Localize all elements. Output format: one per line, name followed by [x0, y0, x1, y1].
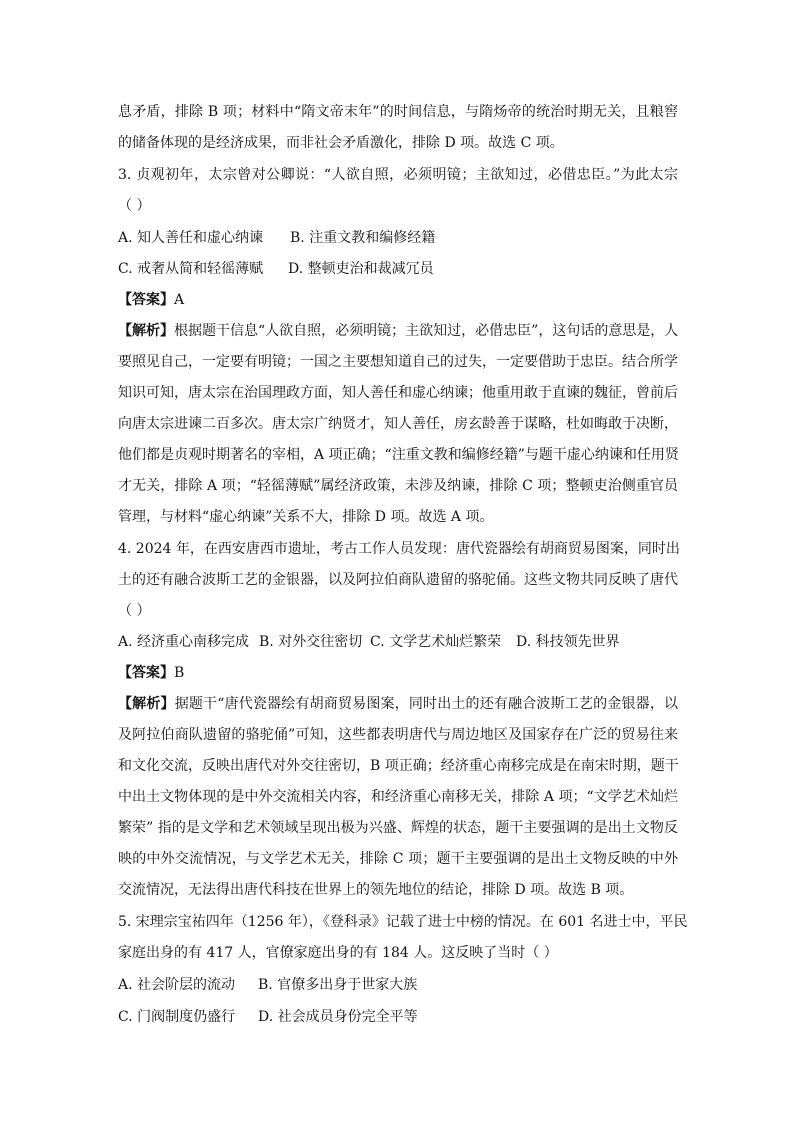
analysis-label: 【解析】: [118, 323, 174, 339]
option-d: D. 整顿吏治和裁减冗员: [288, 261, 434, 277]
option-c: C. 文学艺术灿烂繁荣: [370, 634, 502, 650]
answer-value: B: [174, 665, 185, 681]
question-5-stem: 家庭出身的有 417 人，官僚家庭出身的有 184 人。这反映了当时（ ）: [118, 945, 558, 961]
analysis-line: 和文化交流，反映出唐代对外交往密切，B 项正确；经济重心南移完成是在南宋时期，题干: [118, 758, 679, 774]
question-3-analysis: [118, 320, 678, 342]
option-a: A. 知人善任和虚心纳谏: [118, 230, 264, 246]
option-b: B. 对外交往密切: [259, 634, 363, 650]
question-3-options-row-1: [118, 227, 435, 249]
question-4-blank: （ ）: [118, 603, 151, 619]
analysis-line: 要照见自己，一定要有明镜；一国之主要想知道自己的过失，一定要借助于忠臣。结合所学: [118, 354, 678, 370]
option-b: B. 注重文教和编修经籍: [290, 230, 436, 246]
analysis-line: 向唐太宗进谏二百多次。唐太宗广纳贤才，知人善任，房玄龄善于谋略，杜如晦敢于决断，: [118, 416, 678, 432]
answer-label: 【答案】: [118, 665, 174, 681]
analysis-line: 及阿拉伯商队遗留的骆驼俑”可知，这些都表明唐代与周边地区及国家存在广泛的贸易往来: [118, 727, 678, 743]
analysis-line: 才无关，排除 A 项；“轻徭薄赋”属经济政策，未涉及纳谏，排除 C 项；整顿吏治侧重官员: [118, 478, 678, 494]
question-5-stem: 5. 宋理宗宝祐四年（1256 年），《登科录》记载了进士中榜的情况。在 601 名进士中，平民: [118, 914, 688, 930]
option-c: C. 戒奢从简和轻徭薄赋: [118, 261, 264, 277]
analysis-line: 交流情况，无法得出唐代科技在世界上的领先地位的结论，排除 D 项。故选 B 项。: [118, 882, 634, 898]
question-3-options-row-2: [118, 258, 434, 280]
question-4-stem: 4. 2024 年，在西安唐西市遗址，考古工作人员发现：唐代瓷器绘有胡商贸易图案，同时出: [118, 541, 680, 557]
prev-explanation-line: 息矛盾，排除 B 项；材料中“隋文帝末年”的时间信息，与隋炀帝的统治时期无关，且粮窖: [118, 104, 678, 120]
analysis-text: 据题干“唐代瓷器绘有胡商贸易图案，同时出土的还有融合波斯工艺的金银器，以: [174, 696, 679, 712]
question-4-options-row: [118, 631, 620, 653]
analysis-line: 他们都是贞观时期著名的宰相，A 项正确；“注重文教和编修经籍”与题干虚心纳谏和任用贤: [118, 447, 679, 463]
question-5-options-row-1: [118, 974, 417, 996]
question-5-options-row-2: [118, 1006, 418, 1028]
question-4-answer: [118, 662, 678, 684]
analysis-line: 知识可知，唐太宗在治国理政方面，知人善任和虚心纳谏；他重用敢于直谏的魏征，曾前后: [118, 385, 678, 401]
analysis-label: 【解析】: [118, 696, 175, 712]
prev-explanation-line: 的储备体现的是经济成果，而非社会矛盾激化，排除 D 项。故选 C 项。: [118, 135, 564, 151]
analysis-line: 管理，与材料“虚心纳谏”关系不大，排除 D 项。故选 A 项。: [118, 509, 494, 525]
question-3-blank: （ ）: [118, 198, 151, 214]
answer-value: A: [174, 292, 185, 308]
question-4-stem: 土的还有融合波斯工艺的金银器，以及阿拉伯商队遗留的骆驼俑。这些文物共同反映了唐代: [118, 572, 678, 588]
option-a: A. 经济重心南移完成: [118, 634, 250, 650]
question-3-stem: 3. 贞观初年，太宗曾对公卿说：“人欲自照，必须明镜；主欲知过，必借忠臣。”为此太宗: [118, 167, 678, 183]
analysis-text: 根据题干信息“人欲自照，必须明镜；主欲知过，必借忠臣”，这句话的意思是，人: [174, 323, 679, 339]
analysis-line: 繁荣” 指的是文学和艺术领域呈现出极为兴盛、辉煌的状态，题干主要强调的是出土文物反: [118, 820, 678, 836]
option-c: C. 门阀制度仍盛行: [118, 1009, 236, 1025]
analysis-line: 映的中外交流情况，与文学艺术无关，排除 C 项；题干主要强调的是出土文物反映的中外: [118, 851, 678, 867]
option-b: B. 官僚多出身于世家大族: [258, 977, 418, 993]
option-d: D. 科技领先世界: [516, 634, 620, 650]
option-a: A. 社会阶层的流动: [118, 977, 236, 993]
question-4-analysis: [118, 693, 678, 715]
question-3-answer: [118, 289, 678, 311]
analysis-line: 中出土文物体现的是中外交流相关内容，和经济重心南移无关，排除 A 项；“文学艺术灿烂: [118, 789, 678, 805]
answer-label: 【答案】: [118, 292, 174, 308]
option-d: D. 社会成员身份完全平等: [258, 1009, 418, 1025]
